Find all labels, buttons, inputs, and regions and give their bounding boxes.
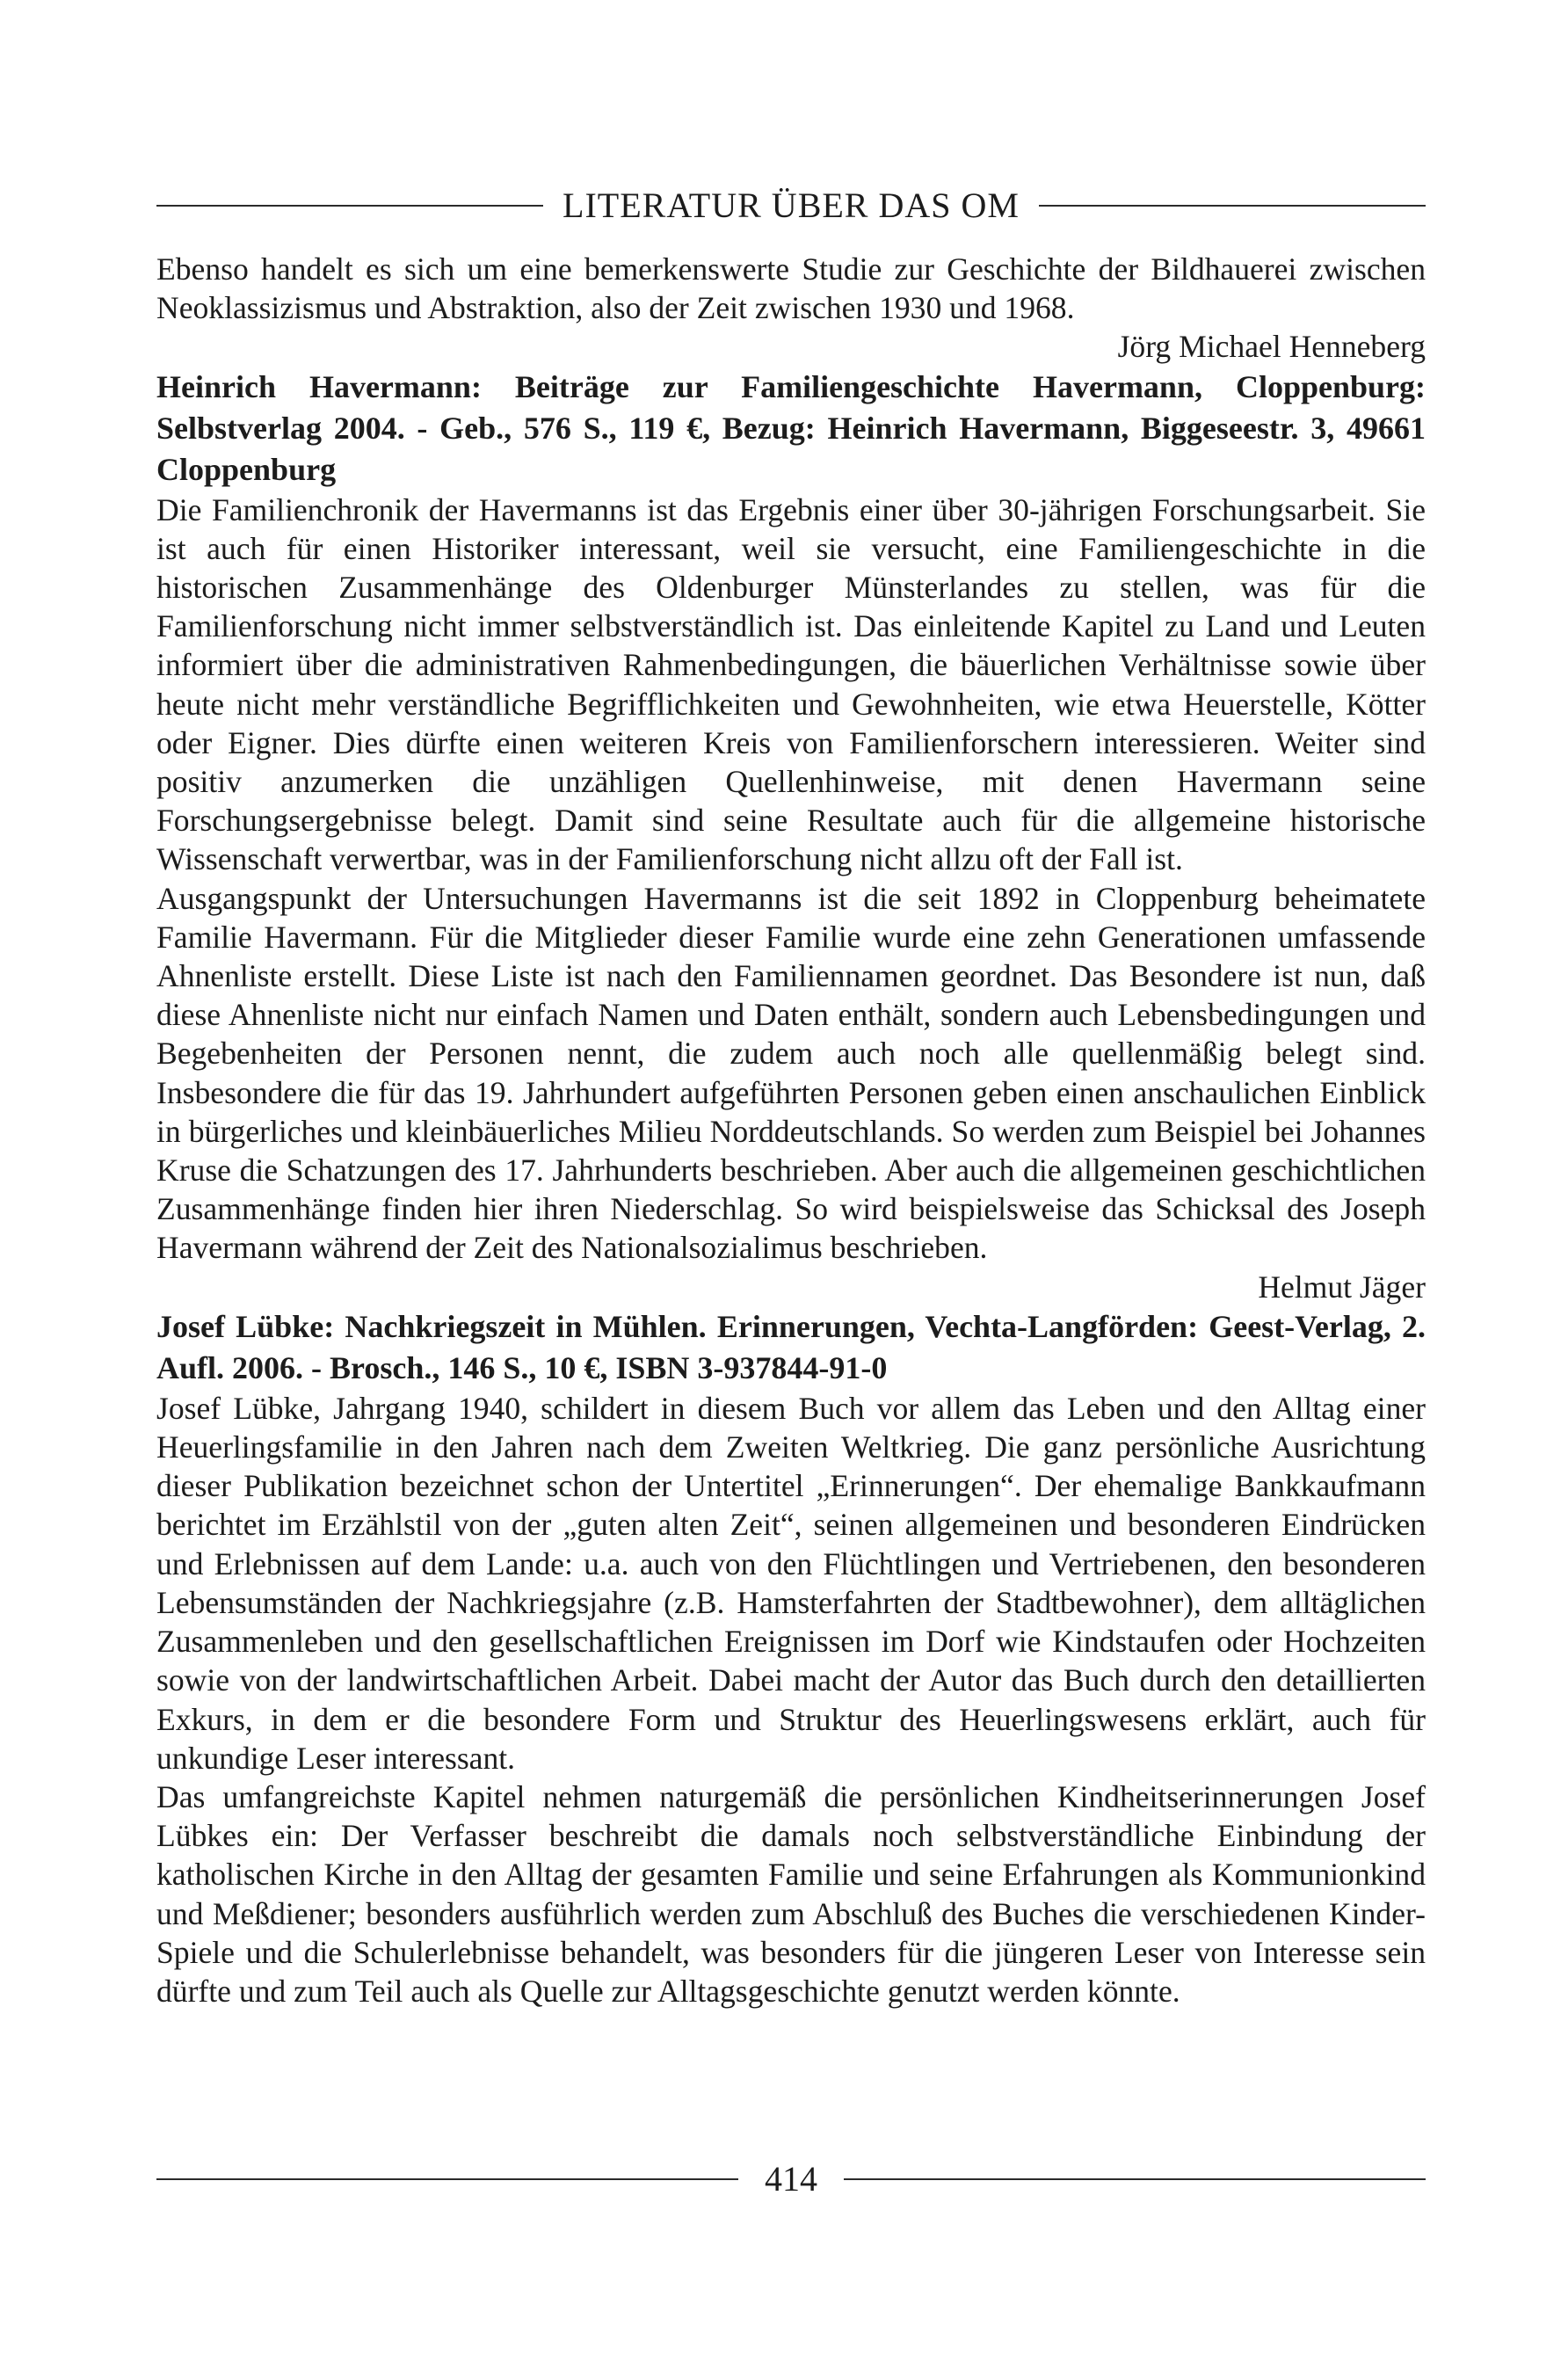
book-page: [156, 0, 1426, 2370]
intro-reviewer: Jörg Michael Henneberg: [1117, 329, 1426, 365]
page-footer: [156, 2158, 1426, 2199]
review2-paragraph-2: Das umfangreichste Kapitel nehmen naturgemäß die persönlichen Kindheitserinnerungen Josef Lübkes ein: Der Verfasser beschreibt die damals noch selbstverständliche Einbindung der katholischen Kirche in den Alltag der gesamten Familie und seine Erfahrungen als Kommunionkind und Meßdiener; besonders ausführlich werden zum Abschluß des Buches die verschiedenen Kinder-Spiele und die Schulerlebnisse behandelt, was besonders für die jüngeren Leser von Interesse sein dürfte und zum Teil auch als Quelle zur Alltagsgeschichte genutzt werden könnte.: [156, 1778, 1426, 2009]
review1-paragraph-2: Ausgangspunkt der Untersuchungen Havermanns ist die seit 1892 in Cloppenburg beheimatete Familie Havermann. Für die Mitglieder dieser Familie wurde eine zehn Generationen umfassende Ahnenliste erstellt. Diese Liste ist nach den Familiennamen geordnet. Das Besondere ist nun, daß diese Ahnenliste nicht nur einfach Namen und Daten enthält, sondern auch Lebensbedingungen und Begebenheiten der Personen nennt, die zudem auch noch alle quellenmäßig belegt sind. Insbesondere die für das 19. Jahrhundert aufgeführten Personen geben einen anschaulichen Einblick in bürgerliches und kleinbäuerliches Milieu Norddeutschlands. So werden zum Beispiel bei Johannes Kruse die Schatzungen des 17. Jahrhunderts beschrieben. Aber auch die allgemeinen geschichtlichen Zusammenhänge finden hier ihren Niederschlag. So wird beispielsweise das Schicksal des Joseph Havermann während der Zeit des Nationalsozialimus beschrieben.: [156, 880, 1426, 1266]
running-head-title: LITERATUR ÜBER DAS OM: [563, 185, 1020, 225]
running-head: [156, 185, 1426, 226]
review1-paragraph-1: Die Familienchronik der Havermanns ist das Ergebnis einer über 30-jährigen Forschungsarbeit. Sie ist auch für einen Historiker interessant, weil sie versucht, eine Familiengeschichte in die historischen Zusammenhänge des Oldenburger Münsterlandes zu stellen, was für die Familienforschung nicht immer selbstverständlich ist. Das einleitende Kapitel zu Land und Leuten informiert über die administrativen Rahmenbedingungen, die bäuerlichen Verhältnisse sowie über heute nicht mehr verständliche Begrifflichkeiten und Gewohnheiten, wie etwa Heuerstelle, Kötter oder Eigner. Dies dürfte einen weiteren Kreis von Familienforschern interessieren. Weiter sind positiv anzumerken die unzähligen Quellenhinweise, mit denen Havermann seine Forschungsergebnisse belegt. Damit sind seine Resultate auch für die allgemeine historische Wissenschaft verwertbar, was in der Familienforschung nicht allzu oft der Fall ist.: [156, 491, 1426, 877]
running-head-rule-left: [156, 205, 543, 207]
review1-heading: Heinrich Havermann: Beiträge zur Familiengeschichte Havermann, Cloppenburg: Selbstverlag 2004. - Geb., 576 S., 119 €, Bezug: Heinrich Havermann, Biggeseestr. 3, 49661 Cloppenburg: [156, 368, 1426, 487]
footer-rule-left: [156, 2178, 738, 2180]
page-content: [156, 250, 1426, 2010]
intro-paragraph: Ebenso handelt es sich um eine bemerkenswerte Studie zur Geschichte der Bildhauerei zwischen Neoklassizismus und Abstraktion, also der Zeit zwischen 1930 und 1968.: [156, 251, 1426, 326]
review1-reviewer: Helmut Jäger: [1258, 1269, 1426, 1305]
review2-paragraph-1: Josef Lübke, Jahrgang 1940, schildert in diesem Buch vor allem das Leben und den Alltag einer Heuerlingsfamilie in den Jahren nach dem Zweiten Weltkrieg. Die ganz persönliche Ausrichtung dieser Publikation bezeichnet schon der Untertitel „Erinnerungen“. Der ehemalige Bankkaufmann berichtet im Erzählstil von der „guten alten Zeit“, seinen allgemeinen und besonderen Eindrücken und Erlebnissen auf dem Lande: u.a. auch von den Flüchtlingen und Vertriebenen, den besonderen Lebensumständen der Nachkriegsjahre (z.B. Hamsterfahrten der Stadtbewohner), dem alltäglichen Zusammenleben und den gesellschaftlichen Ereignissen im Dorf wie Kindstaufen oder Hochzeiten sowie von der landwirtschaftlichen Arbeit. Dabei macht der Autor das Buch durch den detaillierten Exkurs, in dem er die besondere Form und Struktur des Heuerlingswesens erklärt, auch für unkundige Leser interessant.: [156, 1390, 1426, 1776]
running-head-rule-right: [1039, 205, 1426, 207]
page-number: 414: [765, 2159, 817, 2199]
review2-heading: Josef Lübke: Nachkriegszeit in Mühlen. Erinnerungen, Vechta-Langförden: Geest-Verlag, 2. Aufl. 2006. - Brosch., 146 S., 10 €, ISBN 3-937844-91-0: [156, 1308, 1426, 1385]
footer-rule-right: [844, 2178, 1426, 2180]
